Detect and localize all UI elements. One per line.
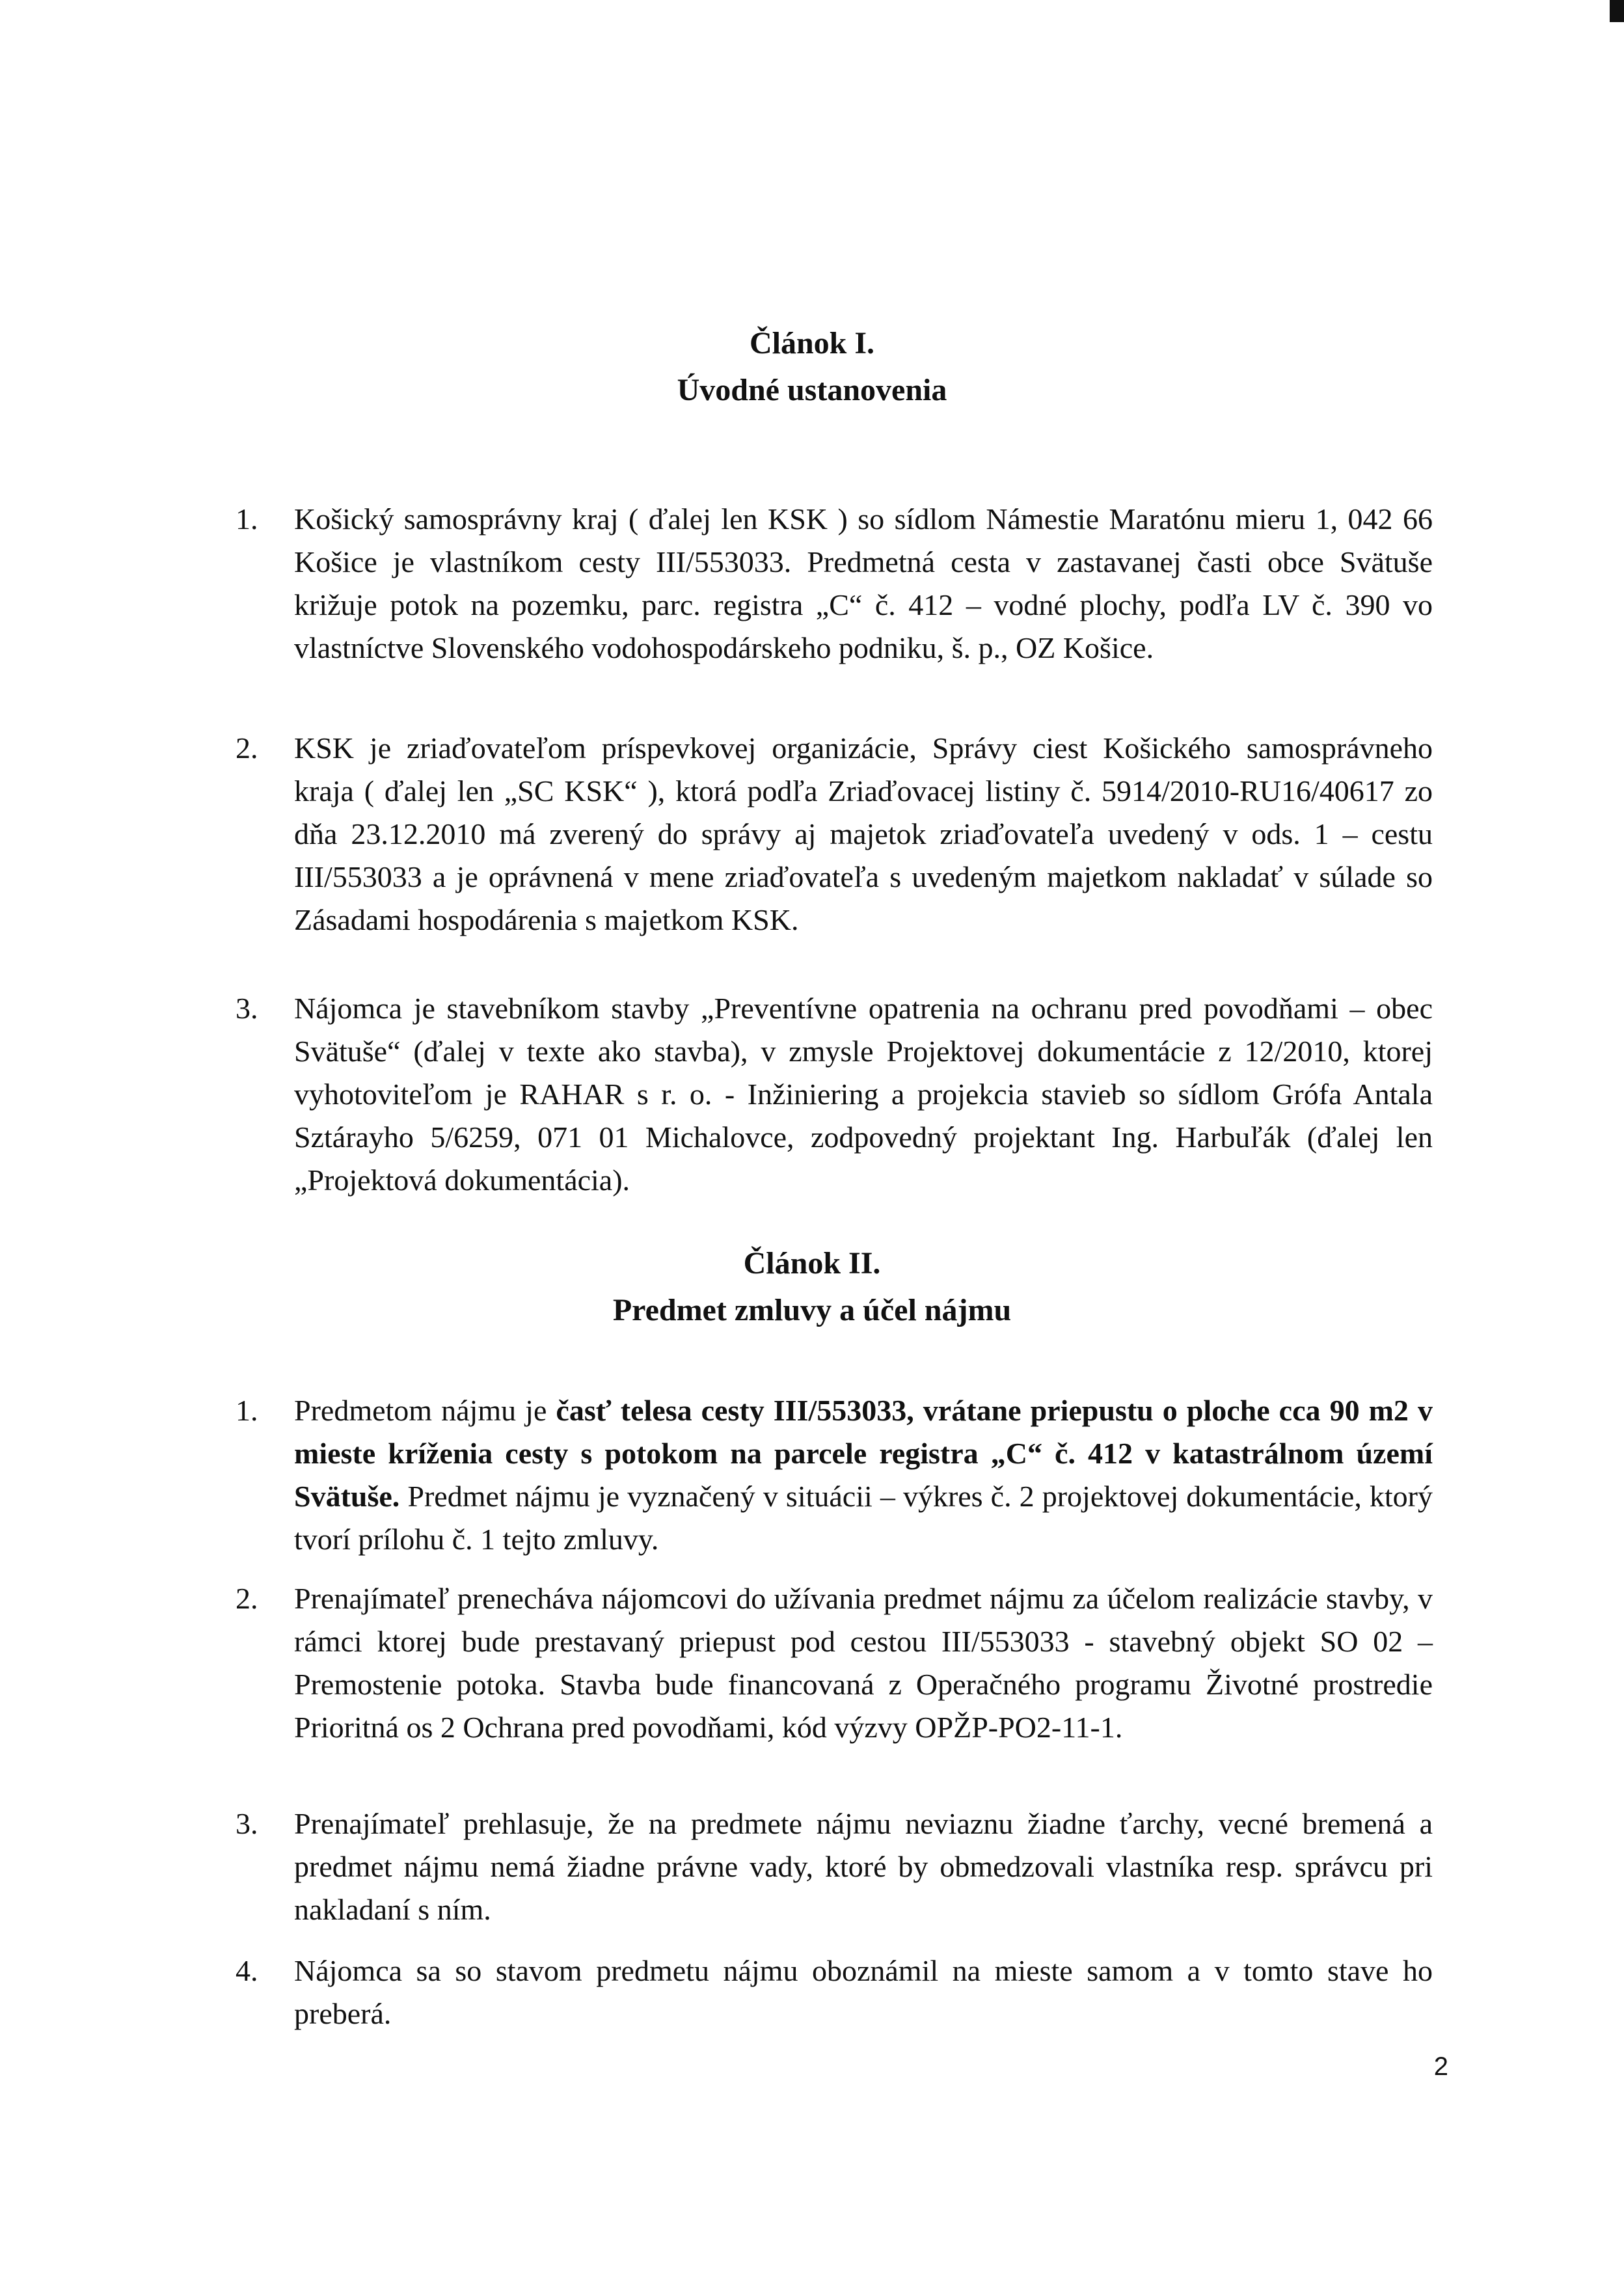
- article-2-title: Článok II.: [743, 1246, 881, 1281]
- item-number: 1.: [236, 502, 258, 536]
- item-text-lead: Predmetom nájmu je: [294, 1394, 556, 1427]
- article-2-item-1: [236, 1389, 1433, 1561]
- article-2-item-4: [236, 1949, 1433, 2035]
- item-number: 3.: [236, 1807, 258, 1840]
- page-number: 2: [1433, 2052, 1448, 2081]
- item-number: 1.: [236, 1394, 258, 1427]
- article-1-item-3: [236, 987, 1433, 1202]
- item-number: 2.: [236, 731, 258, 765]
- item-text: Košický samosprávny kraj ( ďalej len KSK ) so sídlom Námestie Maratónu mieru 1, 042 66 Košice je vlastníkom cesty III/553033. Predmetná cesta v zastavanej časti obce Svätuše križuje potok na pozemku, parc. registra „C“ č. 412 – vodné plochy, podľa LV č. 390 vo vlastníctve Slovenského vodohospodárskeho podniku, š. p., OZ Košice.: [294, 502, 1433, 664]
- article-1-title: Článok I.: [749, 326, 875, 360]
- item-text-bold: časť telesa cesty III/553033, vrátane priepustu o ploche cca 90 m2 v mieste kríženia cesty s potokom na parcele registra „C“ č. 412 v katastrálnom území Svätuše.: [294, 1394, 1433, 1513]
- article-2-item-2: [236, 1577, 1433, 1749]
- item-text: [294, 1389, 1433, 1561]
- item-text: Prenajímateľ prenecháva nájomcovi do užívania predmet nájmu za účelom realizácie stavby, v rámci ktorej bude prestavaný priepust pod cestou III/553033 - stavebný objekt SO 02 – Premostenie potoka. Stavba bude financovaná z Operačného programu Životné prostredie Prioritná os 2 Ochrana pred povodňami, kód výzvy OPŽP-PO2-11-1.: [294, 1582, 1433, 1744]
- item-number: 4.: [236, 1954, 258, 1987]
- item-text: KSK je zriaďovateľom príspevkovej organizácie, Správy ciest Košického samosprávneho kraja ( ďalej len „SC KSK“ ), ktorá podľa Zriaďovacej listiny č. 5914/2010-RU16/40617 zo dňa 23.12.2010 má zverený do správy aj majetok zriaďovateľa uvedený v ods. 1 – cestu III/553033 a je oprávnená v mene zriaďovateľa s uvedeným majetkom nakladať v súlade so Zásadami hospodárenia s majetkom KSK.: [294, 731, 1433, 936]
- article-2-subtitle: Predmet zmluvy a účel nájmu: [612, 1293, 1012, 1327]
- item-number: 3.: [236, 992, 258, 1025]
- article-2-heading: [0, 1240, 1624, 1334]
- item-text-tail: Predmet nájmu je vyznačený v situácii – výkres č. 2 projektovej dokumentácie, ktorý tvorí prílohu č. 1 tejto zmluvy.: [294, 1480, 1433, 1556]
- article-1-subtitle: Úvodné ustanovenia: [677, 373, 947, 407]
- item-number: 2.: [236, 1582, 258, 1615]
- article-1-item-1: [236, 498, 1433, 670]
- item-text: Nájomca sa so stavom predmetu nájmu oboznámil na mieste samom a v tomto stave ho preberá.: [294, 1954, 1433, 2030]
- article-1-heading: [0, 320, 1624, 414]
- article-1-item-2: [236, 727, 1433, 942]
- item-text: Prenajímateľ prehlasuje, že na predmete nájmu neviaznu žiadne ťarchy, vecné bremená a predmet nájmu nemá žiadne právne vady, ktoré by obmedzovali vlastníka resp. správcu pri nakladaní s ním.: [294, 1807, 1433, 1926]
- scan-corner-mark: [1610, 0, 1624, 22]
- item-text: Nájomca je stavebníkom stavby „Preventívne opatrenia na ochranu pred povodňami – obec Svätuše“ (ďalej v texte ako stavba), v zmysle Projektovej dokumentácie z 12/2010, ktorej vyhotoviteľom je RAHAR s r. o. - Inžiniering a projekcia stavieb so sídlom Grófa Antala Sztárayho 5/6259, 071 01 Michalovce, zodpovedný projektant Ing. Harbuľák (ďalej len „Projektová dokumentácia).: [294, 992, 1433, 1197]
- article-2-item-3: [236, 1802, 1433, 1931]
